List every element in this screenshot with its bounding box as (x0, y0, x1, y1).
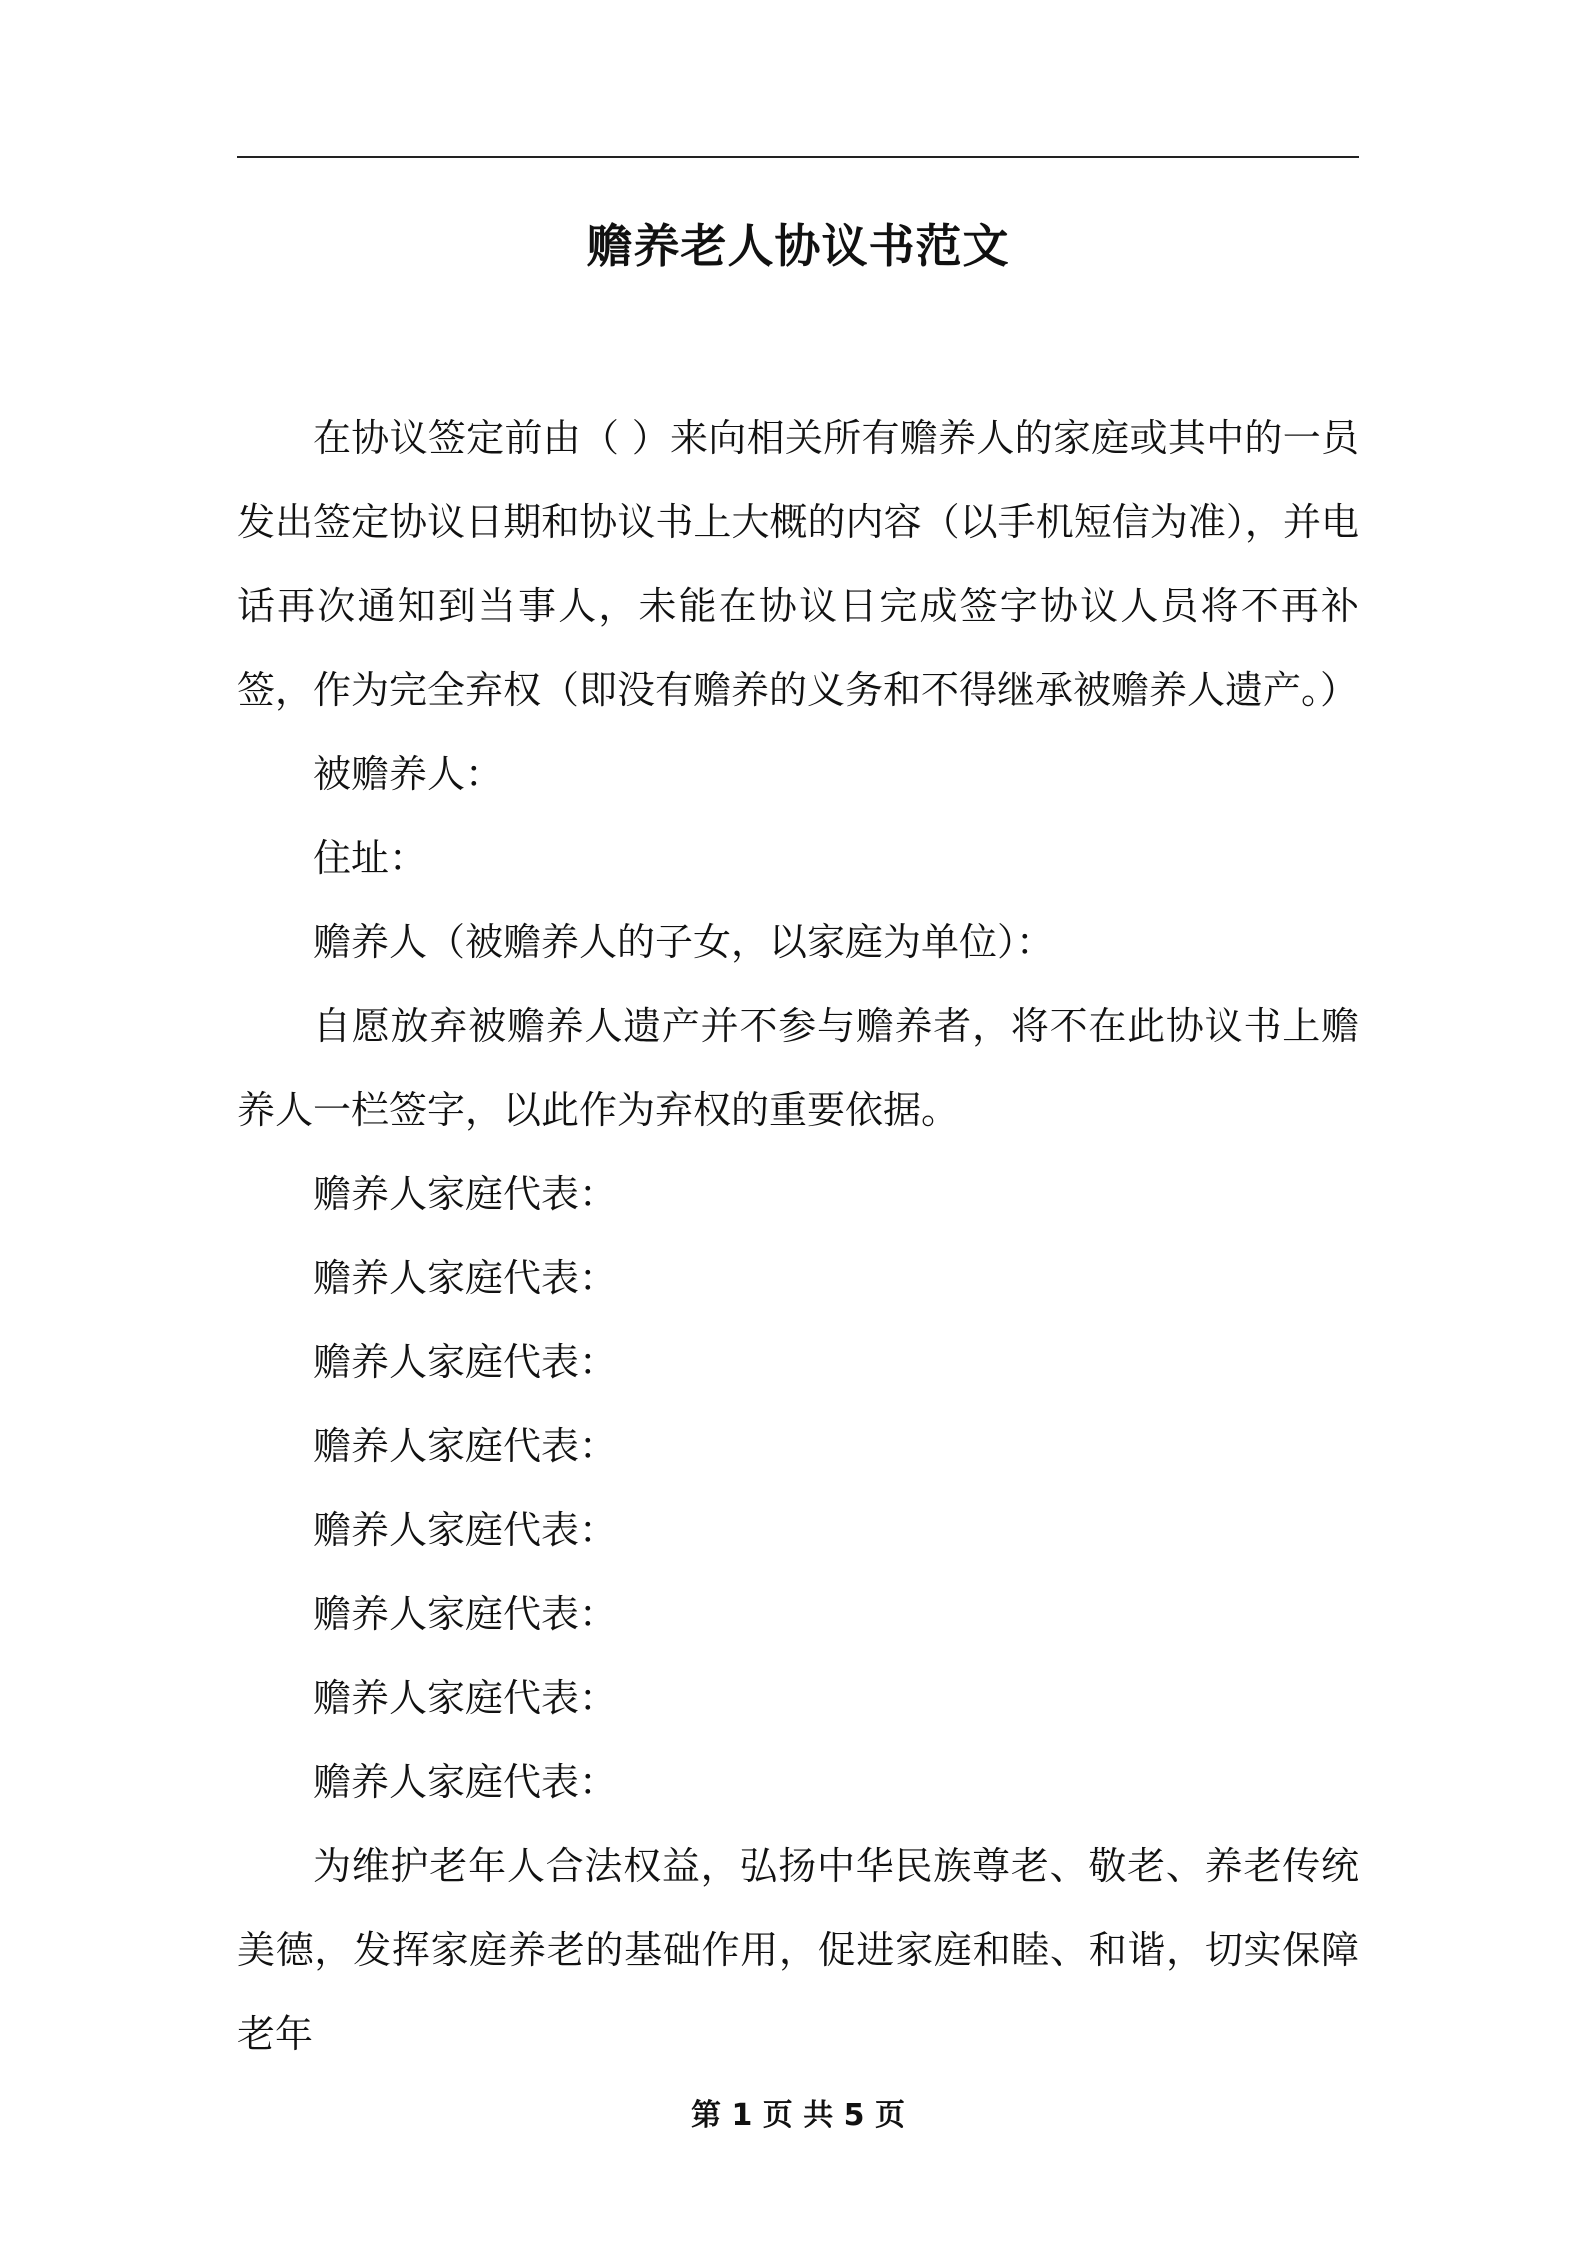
header-rule (237, 156, 1359, 158)
field-family-representative: 赡养人家庭代表： (313, 1676, 618, 1720)
field-family-representative: 赡养人家庭代表： (313, 1172, 618, 1216)
field-family-representative: 赡养人家庭代表： (313, 1340, 618, 1384)
document-title: 赡养老人协议书范文 (586, 219, 1010, 273)
field-supported-person: 被赡养人： (313, 752, 504, 796)
field-address: 住址： (313, 836, 428, 880)
document-body (237, 396, 1359, 2076)
field-family-representative: 赡养人家庭代表： (313, 1592, 618, 1636)
field-family-representative: 赡养人家庭代表： (313, 1424, 618, 1468)
paragraph-intro: 在协议签定前由（ ）来向相关所有赡养人的家庭或其中的一员发出签定协议日期和协议书上大概的内容（以手机短信为准），并电话再次通知到当事人，未能在协议日完成签字协议人员将不再补签，作为完全弃权（即没有赡养的义务和不得继承被赡养人遗产。） (237, 416, 1359, 712)
paragraph-waiver: 自愿放弃被赡养人遗产并不参与赡养者，将不在此协议书上赡养人一栏签字，以此作为弃权的重要依据。 (237, 1004, 1359, 1132)
page-footer: 第 1 页 共 5 页 (691, 2098, 905, 2133)
field-family-representative: 赡养人家庭代表： (313, 1256, 618, 1300)
field-supporters: 赡养人（被赡养人的子女，以家庭为单位）： (313, 920, 1055, 964)
field-family-representative: 赡养人家庭代表： (313, 1760, 618, 1804)
paragraph-purpose: 为维护老年人合法权益，弘扬中华民族尊老、敬老、养老传统美德，发挥家庭养老的基础作用，促进家庭和睦、和谐，切实保障老年 (237, 1844, 1359, 2056)
field-family-representative: 赡养人家庭代表： (313, 1508, 618, 1552)
